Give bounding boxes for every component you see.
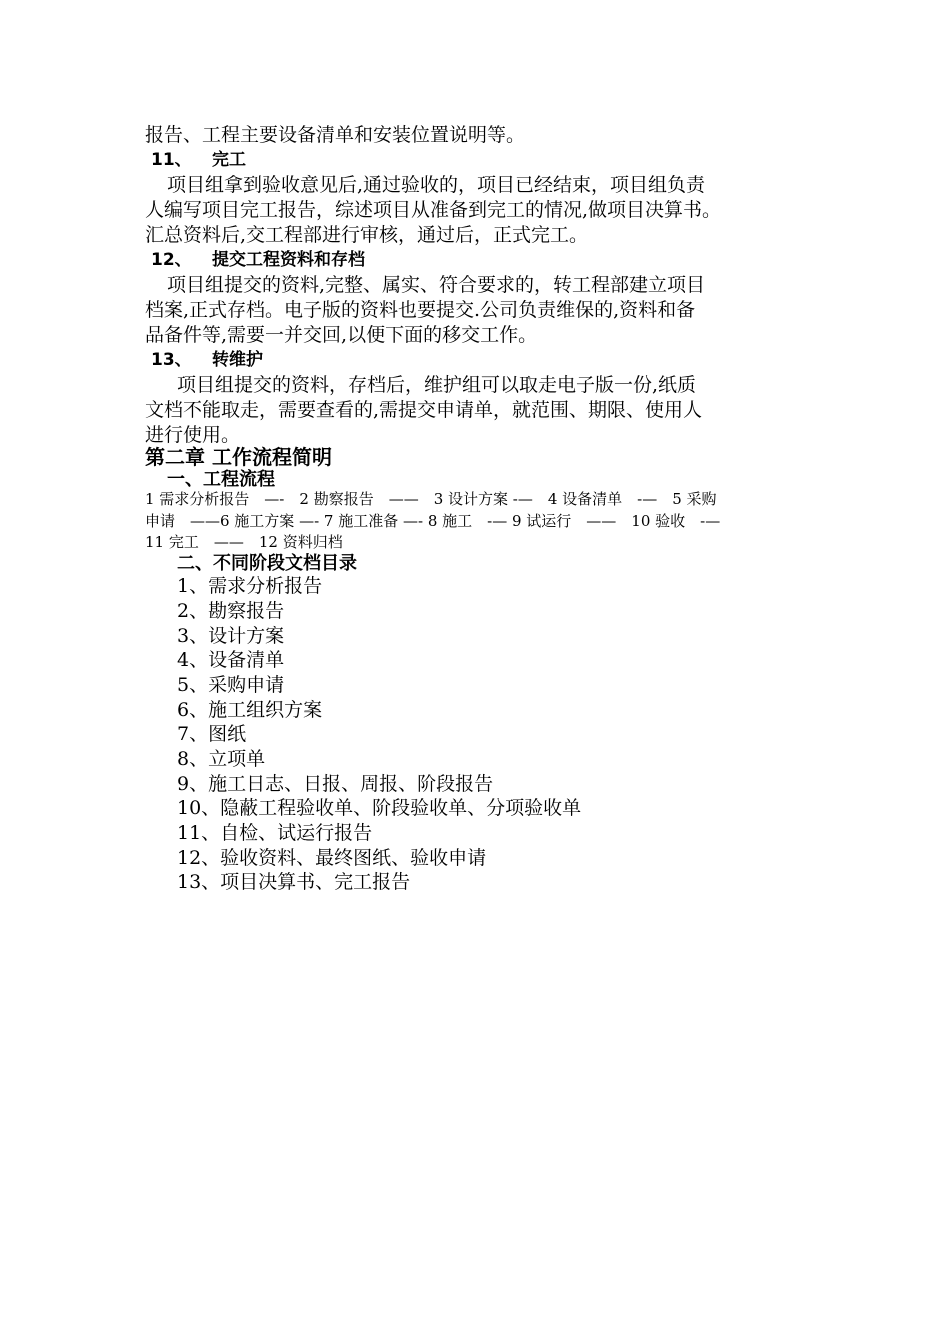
paragraph-line: 档案,正式存档。电子版的资料也要提交.公司负责维保的,资料和备 xyxy=(145,299,696,321)
paragraph-line: 人编写项目完工报告，综述项目从准备到完工的情况,做项目决算书。 xyxy=(145,199,722,221)
process-flow-line: 11 完工 —— 12 资料归档 xyxy=(145,533,343,551)
document-list-item: 13、项目决算书、完工报告 xyxy=(177,871,411,893)
paragraph-line: 项目组提交的资料，存档后，维护组可以取走电子版一份,纸质 xyxy=(177,374,697,396)
section-title: 提交工程资料和存档 xyxy=(212,250,365,270)
paragraph-continuation: 报告、工程主要设备清单和安装位置说明等。 xyxy=(145,124,526,146)
section-heading-11 xyxy=(151,148,246,172)
paragraph-line: 项目组提交的资料,完整、属实、符合要求的，转工程部建立项目 xyxy=(167,274,706,296)
section-heading-13 xyxy=(151,348,263,372)
document-list-item: 11、自检、试运行报告 xyxy=(177,822,373,844)
document-list-item: 9、施工日志、日报、周报、阶段报告 xyxy=(177,773,494,795)
paragraph-line: 文档不能取走，需要查看的,需提交申请单，就范围、期限、使用人 xyxy=(145,399,703,421)
document-list-item: 7、图纸 xyxy=(177,723,247,745)
process-flow-line: 1 需求分析报告 —- 2 勘察报告 —— 3 设计方案 -— 4 设备清单 -— 5 采购 xyxy=(145,490,717,508)
document-list-item: 6、施工组织方案 xyxy=(177,699,323,721)
paragraph-line: 品备件等,需要一并交回,以便下面的移交工作。 xyxy=(145,324,538,346)
section-number: 13、 xyxy=(151,350,192,370)
document-list-item: 12、验收资料、最终图纸、验收申请 xyxy=(177,847,487,869)
document-list-item: 8、立项单 xyxy=(177,748,266,770)
section-number: 11、 xyxy=(151,150,192,170)
document-list-item: 5、采购申请 xyxy=(177,674,285,696)
subheading-documents: 二、不同阶段文档目录 xyxy=(177,553,357,574)
document-list-item: 3、设计方案 xyxy=(177,625,285,647)
subheading-process: 一、工程流程 xyxy=(167,469,275,490)
paragraph-line: 汇总资料后,交工程部进行审核，通过后，正式完工。 xyxy=(145,224,589,246)
paragraph-line: 进行使用。 xyxy=(145,424,241,446)
paragraph-line: 项目组拿到验收意见后,通过验收的，项目已经结束，项目组负责 xyxy=(167,174,706,196)
document-list-item: 10、隐蔽工程验收单、阶段验收单、分项验收单 xyxy=(177,797,582,819)
document-list-item: 2、勘察报告 xyxy=(177,600,285,622)
chapter-title: 第二章 工作流程简明 xyxy=(145,445,332,469)
section-number: 12、 xyxy=(151,250,192,270)
document-list-item: 1、需求分析报告 xyxy=(177,575,323,597)
section-title: 完工 xyxy=(212,150,246,170)
process-flow-line: 申请 ——6 施工方案 —- 7 施工准备 —- 8 施工 -— 9 试运行 —— 10 验收 -— xyxy=(145,512,721,530)
document-list-item: 4、设备清单 xyxy=(177,649,285,671)
section-title: 转维护 xyxy=(212,350,263,370)
section-heading-12 xyxy=(151,248,365,272)
